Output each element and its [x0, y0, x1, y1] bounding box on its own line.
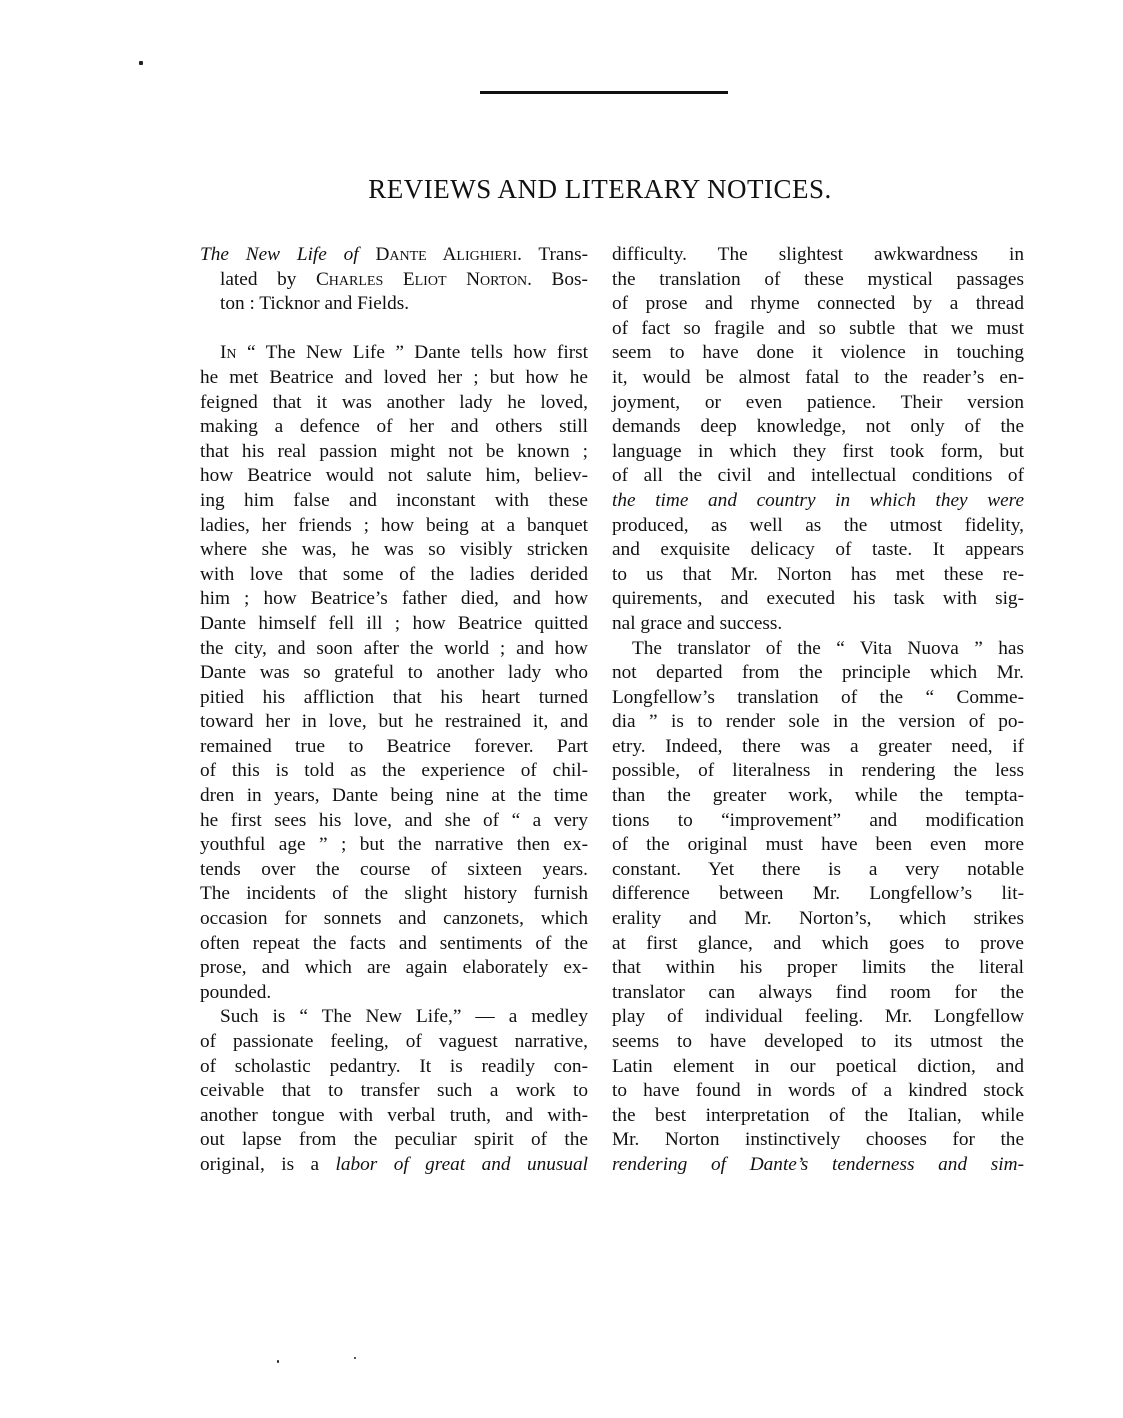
- text-line: [612, 858, 1024, 883]
- text-line: [200, 637, 588, 662]
- text-line: [200, 735, 588, 760]
- text-segment: seems to have developed to its utmost the: [612, 1031, 1024, 1052]
- text-segment: ton : Ticknor and Fields.: [220, 293, 410, 315]
- text-segment: erality and Mr. Norton’s, which strikes: [612, 908, 1024, 930]
- text-line: [612, 538, 1024, 563]
- text-line: [612, 415, 1024, 440]
- text-line: [200, 1030, 588, 1055]
- text-segment: translator can always find room for the: [612, 981, 1024, 1003]
- scan-speck: [354, 1357, 356, 1359]
- text-line: [200, 587, 588, 612]
- text-segment: difference between Mr. Longfellow’s lit-: [612, 883, 1024, 905]
- text-line: [612, 784, 1024, 809]
- text-segment: to have found in words of a kindred stock: [612, 1080, 1024, 1102]
- text-line: [200, 1079, 588, 1104]
- text-line: [200, 710, 588, 735]
- text-line: [200, 1104, 588, 1129]
- text-segment: quirements, and executed his task with sig-: [612, 588, 1024, 610]
- text-line: [612, 637, 1024, 662]
- text-line: [200, 784, 588, 809]
- text-line: [200, 292, 588, 317]
- text-segment: the city, and soon after the world ; and how: [200, 637, 588, 659]
- text-line: [612, 1055, 1024, 1080]
- text-line: [200, 317, 588, 342]
- text-line: [612, 366, 1024, 391]
- text-line: [200, 341, 588, 366]
- text-segment: Such is “ The New Life,” — a medley: [220, 1006, 588, 1028]
- text-segment: ceivable that to transfer such a work to: [200, 1080, 588, 1102]
- text-line: [612, 686, 1024, 711]
- text-line: [200, 464, 588, 489]
- text-segment: produced, as well as the utmost fidelity,: [612, 514, 1024, 536]
- text-line: [200, 809, 588, 834]
- text-segment: “ The New Life ” Dante tells how first: [236, 342, 588, 364]
- text-segment: the best interpretation of the Italian, while: [612, 1104, 1024, 1126]
- text-line: [612, 514, 1024, 539]
- text-segment: of this is told as the experience of chil-: [200, 760, 588, 782]
- text-line: [612, 1104, 1024, 1129]
- text-line: [200, 932, 588, 957]
- text-line: [612, 1030, 1024, 1055]
- text-segment: original, is a: [200, 1153, 336, 1175]
- text-line: [200, 268, 588, 293]
- text-line: [612, 587, 1024, 612]
- left-column: [200, 243, 588, 1178]
- text-segment: how Beatrice would not salute him, believ-: [200, 465, 588, 487]
- text-segment: tends over the course of sixteen years.: [200, 858, 588, 880]
- text-line: [612, 341, 1024, 366]
- text-line: [200, 391, 588, 416]
- text-line: [612, 1128, 1024, 1153]
- text-segment: Longfellow’s translation of the “ Comme-: [612, 686, 1024, 708]
- text-line: [612, 292, 1024, 317]
- text-segment: of all the civil and intellectual conditions of: [612, 465, 1024, 487]
- text-line: [200, 858, 588, 883]
- text-segment: lated by: [220, 268, 316, 290]
- text-line: [612, 735, 1024, 760]
- text-segment: not departed from the principle which Mr.: [612, 662, 1024, 684]
- small-caps-text: Charles Eliot Norton: [315, 268, 528, 290]
- text-line: [612, 1005, 1024, 1030]
- text-segment: that his real passion might not be known ;: [200, 440, 588, 462]
- text-line: [200, 1128, 588, 1153]
- italic-text: the time and country in which they were: [612, 489, 1024, 511]
- text-segment: possible, of literalness in rendering the less: [612, 760, 1024, 782]
- text-line: [200, 956, 588, 981]
- text-line: [200, 661, 588, 686]
- text-segment: etry. Indeed, there was a greater need, if: [612, 735, 1024, 757]
- text-segment: pitied his affliction that his heart turned: [200, 686, 588, 708]
- text-segment: language in which they first took form, but: [612, 440, 1024, 462]
- text-line: [200, 1055, 588, 1080]
- text-line: [200, 882, 588, 907]
- text-line: [200, 1153, 588, 1178]
- text-segment: nal grace and success.: [612, 612, 783, 634]
- text-line: [200, 1005, 588, 1030]
- text-segment: out lapse from the peculiar spirit of the: [200, 1129, 588, 1151]
- text-line: [612, 661, 1024, 686]
- text-line: [612, 759, 1024, 784]
- text-line: [200, 612, 588, 637]
- text-segment: ing him false and inconstant with these: [200, 489, 588, 511]
- text-segment: at first glance, and which goes to prove: [612, 932, 1024, 954]
- text-line: [200, 563, 588, 588]
- text-line: [200, 440, 588, 465]
- text-line: [612, 489, 1024, 514]
- text-segment: he first sees his love, and she of “ a very: [200, 809, 588, 831]
- header-rule: [480, 91, 728, 94]
- text-segment: of prose and rhyme connected by a thread: [612, 293, 1024, 315]
- text-line: [612, 907, 1024, 932]
- text-segment: it, would be almost fatal to the reader’s en-: [612, 366, 1024, 388]
- text-segment: he met Beatrice and loved her ; but how he: [200, 366, 588, 388]
- text-line: [612, 440, 1024, 465]
- text-segment: prose, and which are again elaborately ex-: [200, 957, 588, 979]
- text-segment: youthful age ” ; but the narrative then ex-: [200, 834, 588, 856]
- italic-text: The New Life of: [200, 244, 359, 265]
- text-segment: making a defence of her and others still: [200, 416, 588, 438]
- text-segment: of passionate feeling, of vaguest narrative,: [200, 1031, 588, 1052]
- text-segment: The incidents of the slight history furnish: [200, 883, 588, 905]
- text-line: [612, 612, 1024, 637]
- text-line: [200, 907, 588, 932]
- text-line: [612, 932, 1024, 957]
- text-segment: with love that some of the ladies derided: [200, 563, 588, 585]
- text-segment: the translation of these mystical passages: [612, 268, 1024, 290]
- small-caps-text: In: [220, 342, 237, 364]
- text-line: [612, 563, 1024, 588]
- text-segment: . Trans-: [517, 244, 588, 265]
- text-line: [612, 981, 1024, 1006]
- text-segment: Dante himself fell ill ; how Beatrice quitted: [200, 612, 588, 634]
- text-segment: of scholastic pedantry. It is readily con-: [200, 1055, 588, 1077]
- text-segment: difficulty. The slightest awkwardness in: [612, 244, 1024, 265]
- small-caps-text: Dante Alighieri: [375, 244, 518, 265]
- text-segment: to us that Mr. Norton has met these re-: [612, 563, 1024, 585]
- text-line: [612, 1079, 1024, 1104]
- text-segment: constant. Yet there is a very notable: [612, 858, 1024, 880]
- text-line: [612, 710, 1024, 735]
- text-segment: play of individual feeling. Mr. Longfellow: [612, 1006, 1024, 1028]
- text-line: [200, 686, 588, 711]
- right-column: [612, 243, 1024, 1178]
- text-line: [612, 464, 1024, 489]
- text-segment: often repeat the facts and sentiments of the: [200, 932, 588, 954]
- text-line: [200, 366, 588, 391]
- text-line: [200, 538, 588, 563]
- text-line: [612, 833, 1024, 858]
- text-segment: demands deep knowledge, not only of the: [612, 416, 1024, 438]
- text-segment: dia ” is to render sole in the version of po-: [612, 711, 1024, 733]
- text-segment: that within his proper limits the literal: [612, 957, 1024, 979]
- text-segment: . Bos-: [527, 268, 588, 290]
- text-line: [612, 243, 1024, 268]
- text-segment: and exquisite delicacy of taste. It appears: [612, 539, 1024, 561]
- text-line: [612, 1153, 1024, 1178]
- section-title: REVIEWS AND LITERARY NOTICES.: [368, 174, 832, 204]
- text-segment: toward her in love, but he restrained it, and: [200, 711, 588, 733]
- text-line: [612, 268, 1024, 293]
- text-segment: occasion for sonnets and canzonets, which: [200, 908, 588, 930]
- text-segment: ladies, her friends ; how being at a banquet: [200, 514, 588, 536]
- text-line: [612, 956, 1024, 981]
- text-segment: than the greater work, while the tempta-: [612, 785, 1024, 807]
- text-segment: where she was, he was so visibly stricken: [200, 539, 588, 561]
- text-segment: pounded.: [200, 981, 272, 1003]
- text-segment: feigned that it was another lady he loved,: [200, 391, 588, 413]
- text-segment: The translator of the “ Vita Nuova ” has: [632, 637, 1024, 659]
- text-segment: Mr. Norton instinctively chooses for the: [612, 1129, 1024, 1151]
- scan-speck: [277, 1360, 279, 1363]
- text-line: [200, 415, 588, 440]
- text-segment: Latin element in our poetical diction, and: [612, 1055, 1024, 1077]
- italic-text: labor of great and unusual: [335, 1153, 589, 1175]
- text-line: [612, 391, 1024, 416]
- text-segment: remained true to Beatrice forever. Part: [200, 735, 588, 757]
- text-segment: dren in years, Dante being nine at the time: [200, 785, 588, 807]
- text-line: [200, 514, 588, 539]
- text-segment: tions to “improvement” and modification: [612, 809, 1024, 831]
- text-segment: joyment, or even patience. Their version: [612, 391, 1024, 413]
- text-segment: another tongue with verbal truth, and with-: [200, 1104, 588, 1126]
- text-line: [200, 981, 588, 1006]
- text-segment: [359, 244, 376, 265]
- text-segment: of the original must have been even more: [612, 834, 1024, 856]
- text-line: [200, 489, 588, 514]
- text-segment: Dante was so grateful to another lady who: [200, 662, 588, 684]
- text-line: [612, 317, 1024, 342]
- text-segment: seem to have done it violence in touching: [612, 342, 1024, 364]
- text-segment: of fact so fragile and so subtle that we must: [612, 317, 1024, 339]
- text-line: [200, 243, 588, 268]
- scan-speck: [139, 61, 143, 65]
- text-segment: him ; how Beatrice’s father died, and how: [200, 588, 588, 610]
- italic-text: rendering of Dante’s tenderness and sim-: [612, 1153, 1024, 1175]
- text-line: [612, 882, 1024, 907]
- text-line: [200, 759, 588, 784]
- text-line: [612, 809, 1024, 834]
- text-line: [200, 833, 588, 858]
